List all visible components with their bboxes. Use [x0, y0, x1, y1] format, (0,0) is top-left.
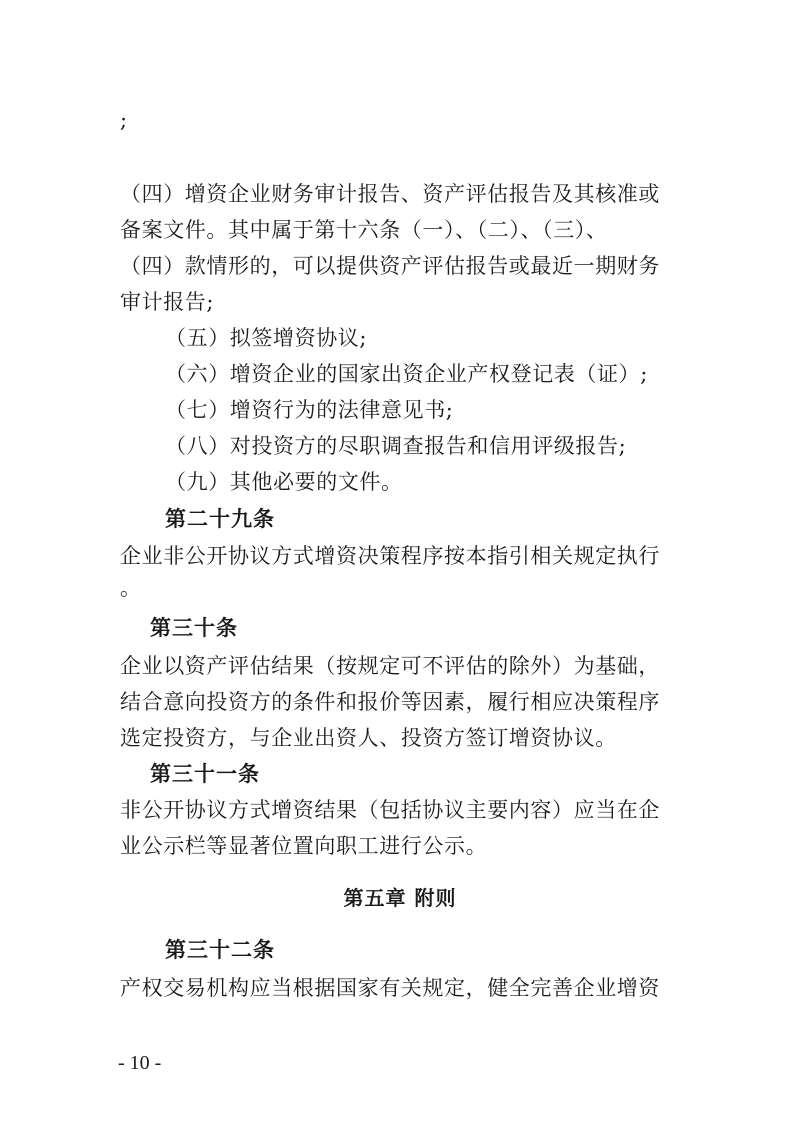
item-4-line-1: （四）增资企业财务审计报告、资产评估报告及其核准或: [120, 182, 660, 206]
article-32-line-1: 产权交易机构应当根据国家有关规定，健全完善企业增资: [120, 976, 660, 1000]
article-30-line-3: 选定投资方，与企业出资人、投资方签订增资协议。: [120, 726, 617, 750]
item-6: （六）增资企业的国家出资企业产权登记表（证）;: [165, 362, 648, 386]
item-5: （五）拟签增资协议;: [165, 326, 368, 350]
item-9: （九）其他必要的文件。: [165, 470, 403, 494]
article-29-line-1: 企业非公开协议方式增资决策程序按本指引相关规定执行: [120, 544, 660, 568]
text-line-semicolon: ;: [120, 108, 128, 132]
article-31-line-1: 非公开协议方式增资结果（包括协议主要内容）应当在企: [120, 798, 660, 822]
article-29-heading: 第二十九条: [165, 507, 275, 531]
chapter-5-title: 第五章 附则: [343, 886, 457, 910]
article-30-line-2: 结合意向投资方的条件和报价等因素，履行相应决策程序: [120, 690, 660, 714]
item-8: （八）对投资方的尽职调查报告和信用评级报告;: [165, 434, 627, 458]
article-32-heading: 第三十二条: [165, 938, 275, 962]
item-4-line-4: 审计报告;: [120, 290, 215, 314]
item-4-line-2: 备案文件。其中属于第十六条（一）、（二）、（三）、: [120, 218, 608, 242]
article-30-line-1: 企业以资产评估结果（按规定可不评估的除外）为基础，: [120, 654, 660, 678]
article-31-line-2: 业公示栏等显著位置向职工进行公示。: [120, 834, 488, 858]
article-31-heading: 第三十一条: [150, 762, 260, 786]
article-29-line-2: 。: [120, 576, 142, 600]
item-7: （七）增资行为的法律意见书;: [165, 398, 454, 422]
item-4-line-3: （四）款情形的，可以提供资产评估报告或最近一期财务: [120, 254, 660, 278]
page-number: - 10 -: [118, 1052, 162, 1074]
article-30-heading: 第三十条: [150, 616, 238, 640]
